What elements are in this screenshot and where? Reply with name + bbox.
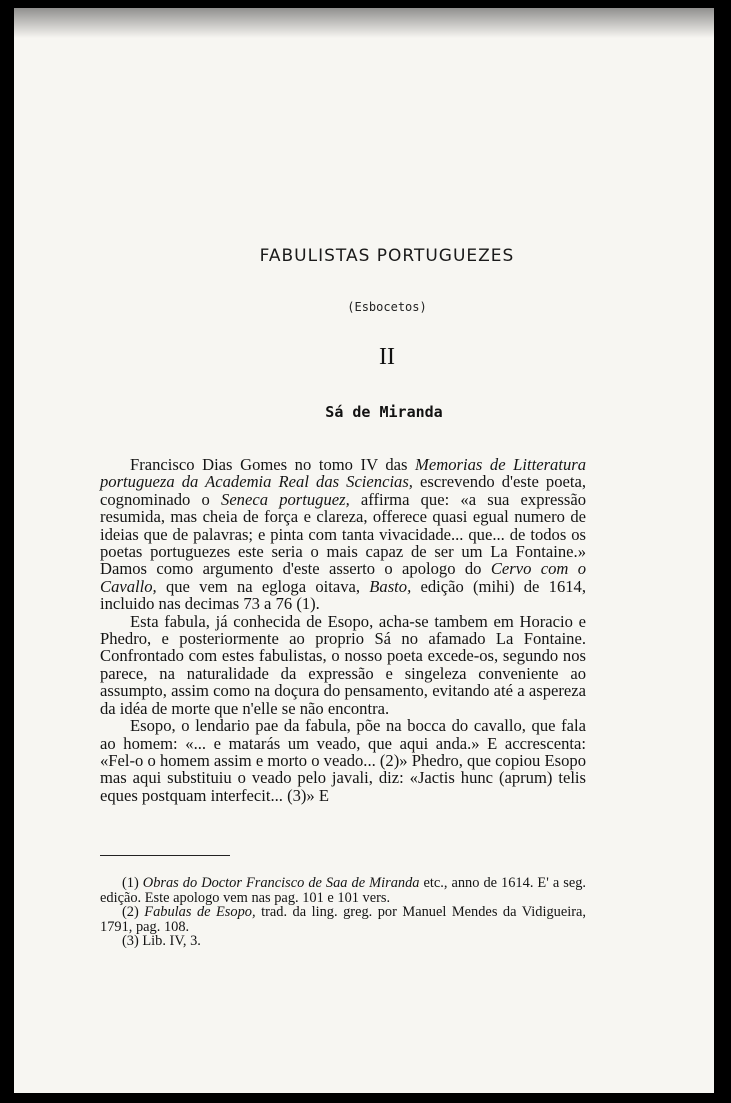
text-span: affirma que: «a sua expressão resumida, mas cheia de força e clareza, offerece quasi egual numero de ideias que de palavras; e pinta com tanta vivacidade... que... de todos os poetas portuguezes este seria o mais capaz de ser um La Fontaine.» Damos como argumento d'este asserto o apologo do (100, 489, 586, 579)
text-span: Esta fabula, já conhecida de Esopo, acha-se tambem em Horacio e Phedro, e posteriormente ao proprio Sá no afamado La Fontaine. Confrontado com estes fabulistas, o nosso poeta excede-os, segundo nos parece, na naturalidade da expressão e singeleza conveniente ao assumpto, assim como na doçura do pensamento, evitando até a aspereza da idéa de morte que n'elle se não encontra. (100, 611, 586, 718)
italic-title: Seneca portuguez, (221, 489, 350, 509)
text-span: etc., anno de 1614. E' a seg. edição. Este apologo vem nas pag. 101 e 101 vers. (100, 875, 587, 906)
text-span: Francisco Dias Gomes no tomo IV das (130, 455, 416, 474)
italic-title: Cervo com o Cavallo, (100, 559, 586, 596)
text-span: Esopo, o lendario pae da fabula, põe na bocca do cavallo, que fala ao homem: «... e matarás um veado, que aqui anda.» E accrescenta: «Fel-o o homem assim e morto o veado... (2)» Phedro, que copiou Esopo mas aqui substituiu o veado pelo javali, diz: «Jactis hunc (aprum) telis eques postquam interfecit... (3)» E (100, 716, 586, 805)
footnotes (100, 876, 586, 949)
chapter-title: FABULISTAS PORTUGUEZES (259, 246, 515, 266)
footnote (100, 905, 586, 934)
text-span: (2) (122, 904, 145, 921)
footnote (100, 934, 586, 949)
italic-title: Memorias de Litteratura portugueza da Academia Real das Sciencias, (100, 455, 587, 492)
text-span: que vem na egloga oitava, (156, 576, 370, 596)
text-span: (3) Lib. IV, 3. (122, 933, 201, 950)
italic-title: Obras do Doctor Francisco de Saa de Miranda (142, 875, 420, 891)
text-span: edição (mihi) de 1614, incluido nas decimas 73 a 76 (1). (100, 576, 586, 614)
paragraph (100, 717, 586, 804)
footnote-divider (100, 855, 230, 856)
footnote (100, 876, 586, 905)
italic-title: Basto, (369, 576, 412, 596)
book-page (14, 8, 714, 1093)
text-span: (1) (122, 875, 143, 891)
paragraph (100, 456, 586, 613)
chapter-subtitle: (Esbocetos) (347, 300, 427, 314)
section-heading: Sá de Miranda (325, 403, 443, 421)
part-numeral: II (379, 344, 395, 370)
text-span: trad. da ling. greg. por Manuel Mendes da Vidigueira, 1791, pag. 108. (100, 904, 586, 935)
body-text (100, 456, 586, 804)
text-span: escrevendo d'este poeta, cognominado o (100, 472, 586, 509)
paragraph (100, 613, 586, 717)
italic-title: Fabulas de Esopo, (144, 904, 256, 921)
